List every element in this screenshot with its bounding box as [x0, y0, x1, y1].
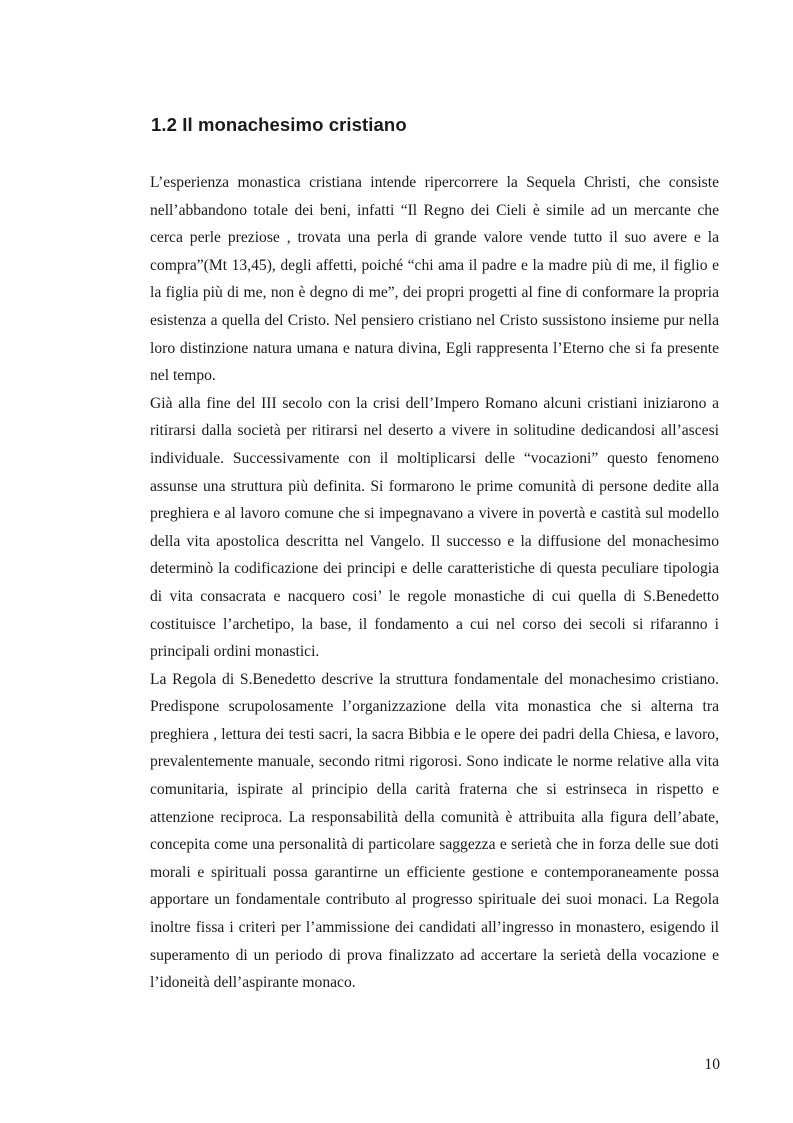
- paragraph-1: L’esperienza monastica cristiana intende ripercorrere la Sequela Christi, che consiste nell’abbandono totale dei beni, infatti “Il Regno dei Cieli è simile ad un mercante che cerca perle preziose , trovata una perla di grande valore vende tutto il suo avere e la compra”(Mt 13,45), degli affetti, poiché “chi ama il padre e la madre più di me, il figlio e la figlia più di me, non è degno di me”, dei propri progetti al fine di conformare la propria esistenza a quella del Cristo. Nel pensiero cristiano nel Cristo sussistono insieme pur nella loro distinzione natura umana e natura divina, Egli rappresenta l’Eterno che si fa presente nel tempo.: [150, 174, 719, 385]
- paragraph-3: La Regola di S.Benedetto descrive la struttura fondamentale del monachesimo cristiano. Predispone scrupolosamente l’organizzazione della vita monastica che si alterna tra preghiera , lettura dei testi sacri, la sacra Bibbia e le opere dei padri della Chiesa, e lavoro, prevalentemente manuale, secondo ritmi rigorosi. Sono indicate le norme relative alla vita comunitaria, ispirate al principio della carità fraterna che si estrinseca in rispetto e attenzione reciproca. La responsabilità della comunità è attribuita alla figura dell’abate, concepita come una personalità di particolare saggezza e serietà che in forza delle sue doti morali e spirituali possa garantirne un efficiente gestione e contemporaneamente possa apportare un fondamentale contributo al progresso spirituale dei suoi monaci. La Regola inoltre fissa i criteri per l’ammissione dei candidati all’ingresso in monastero, esigendo il superamento di un periodo di prova finalizzato ad accertare la serietà della vocazione e l’idoneità dell’aspirante monaco.: [150, 670, 719, 992]
- section-heading: 1.2 Il monachesimo cristiano: [151, 114, 407, 135]
- page-number: 10: [704, 1056, 720, 1073]
- body-text: [150, 169, 719, 997]
- paragraph-2: Già alla fine del III secolo con la crisi dell’Impero Romano alcuni cristiani iniziarono a ritirarsi dalla società per ritirarsi nel deserto a vivere in solitudine dedicandosi all’ascesi individuale. Successivamente con il moltiplicarsi delle “vocazioni” questo fenomeno assunse una struttura più definita. Si formarono le prime comunità di persone dedite alla preghiera e al lavoro comune che si impegnavano a vivere in povertà e castità sul modello della vita apostolica descritta nel Vangelo. Il successo e la diffusione del monachesimo determinò la codificazione dei principi e delle caratteristiche di questa peculiare tipologia di vita consacrata e nacquero cosi’ le regole monastiche di cui quella di S.Benedetto costituisce l’archetipo, la base, il fondamento a cui nel corso dei secoli si rifaranno i principali ordini monastici.: [150, 394, 719, 661]
